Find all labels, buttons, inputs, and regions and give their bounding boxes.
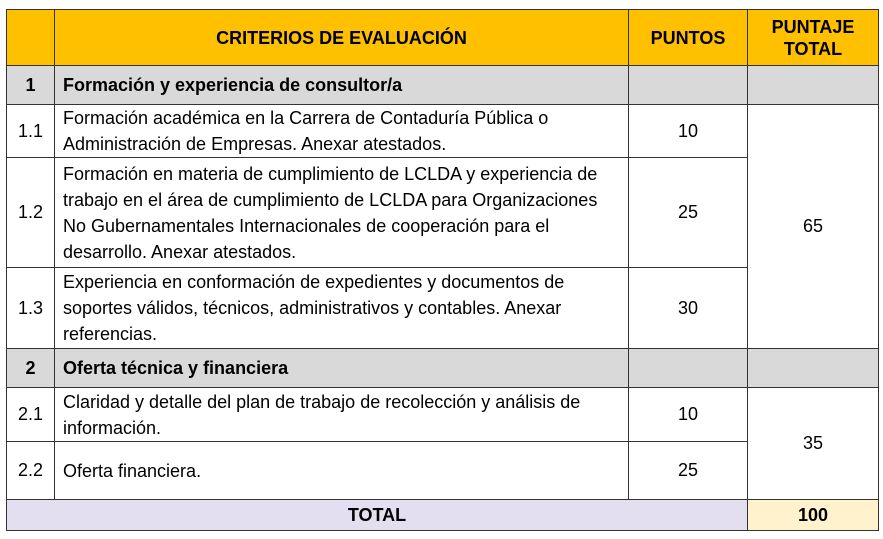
item-number: 1.2 xyxy=(7,158,55,268)
section-empty-total xyxy=(748,66,879,105)
item-number: 1.1 xyxy=(7,105,55,158)
section-subtotal: 35 xyxy=(748,388,879,500)
section-subtotal: 65 xyxy=(748,105,879,349)
evaluation-table xyxy=(6,9,879,531)
item-description: Oferta financiera. xyxy=(55,442,629,500)
item-description: Claridad y detalle del plan de trabajo de recolección y análisis de información. xyxy=(55,388,629,442)
header-empty-cell xyxy=(7,10,55,66)
section-empty-points xyxy=(629,349,748,388)
section-number: 1 xyxy=(7,66,55,105)
item-description: Formación en materia de cumplimiento de LCLDA y experiencia de trabajo en el área de cumplimiento de LCLDA para Organizaciones No Gubernamentales Internacionales de cooperación para el desarrollo. Anexar atestados. xyxy=(55,158,629,268)
section-row xyxy=(7,66,879,105)
section-title: Oferta técnica y financiera xyxy=(55,349,629,388)
section-empty-points xyxy=(629,66,748,105)
total-value: 100 xyxy=(748,500,879,531)
header-total-score: PUNTAJE TOTAL xyxy=(748,10,879,66)
item-points: 30 xyxy=(629,268,748,349)
item-number: 2.2 xyxy=(7,442,55,500)
item-number: 2.1 xyxy=(7,388,55,442)
item-points: 10 xyxy=(629,388,748,442)
section-empty-total xyxy=(748,349,879,388)
item-points: 25 xyxy=(629,158,748,268)
item-points: 25 xyxy=(629,442,748,500)
header-row xyxy=(7,10,879,66)
header-points: PUNTOS xyxy=(629,10,748,66)
section-title: Formación y experiencia de consultor/a xyxy=(55,66,629,105)
item-number: 1.3 xyxy=(7,268,55,349)
item-description: Formación académica en la Carrera de Contaduría Pública o Administración de Empresas. Anexar atestados. xyxy=(55,105,629,158)
item-points: 10 xyxy=(629,105,748,158)
table-row xyxy=(7,105,879,158)
total-label: TOTAL xyxy=(7,500,748,531)
table-row xyxy=(7,388,879,442)
item-description: Experiencia en conformación de expedientes y documentos de soportes válidos, técnicos, administrativos y contables. Anexar referencias. xyxy=(55,268,629,349)
total-row xyxy=(7,500,879,531)
section-row xyxy=(7,349,879,388)
header-criteria: CRITERIOS DE EVALUACIÓN xyxy=(55,10,629,66)
section-number: 2 xyxy=(7,349,55,388)
